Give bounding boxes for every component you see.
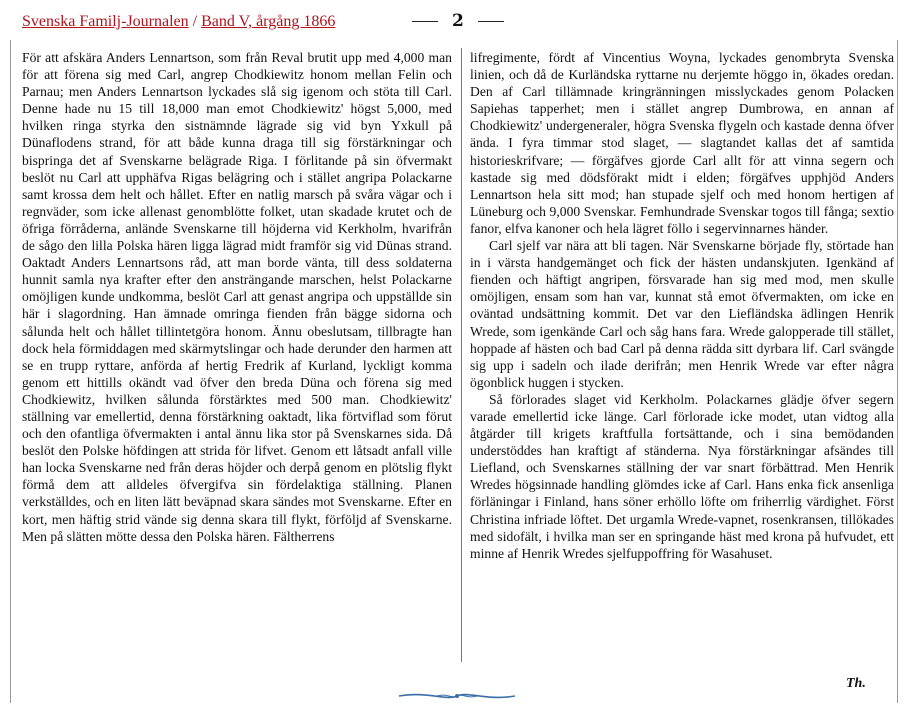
ornament-divider-icon xyxy=(397,689,517,703)
breadcrumb-separator: / xyxy=(192,13,198,30)
dash-left xyxy=(412,21,438,22)
dash-right xyxy=(478,21,504,22)
volume-link[interactable]: Band V, årgång 1866 xyxy=(201,13,336,30)
paragraph: Så förlorades slaget vid Kerkholm. Polackarnes glädje öfver segern varade emellertid icke länge. Carl förlorade icke modet, utan vidtog alla åtgärder till krigets kraftfulla fortsättande, och i sina bemödanden understöddes han kraftigt af ständerna. Nya förstärkningar afsändes till Liefland, och Svenskarnes ställning der var snart förbättrad. Men Henrik Wredes högsinnade handling glömdes icke af Carl. Hans enka fick ansenliga förläningar i Finland, hans söner erhöllo löfte om friherrlig värdighet. Först Christina infriade löftet. Det urgamla Wrede-vapnet, rosenkransen, tillökades med sidofält, i hvilka man ser en springande häst med krona på hufvudet, ett minne af Henrik Wredes sjelfuppoffring för Wasahuset. xyxy=(470,391,894,561)
column-divider xyxy=(461,48,462,662)
journal-link[interactable]: Svenska Familj-Journalen xyxy=(22,13,189,30)
breadcrumb xyxy=(22,13,335,31)
paragraph: Carl sjelf var nära att bli tagen. När Svenskarne började fly, störtade han in i värsta handgemänget och fick der hästen undanskjuten. Igenkänd af fienden och häftigt angripen, försvarade han sig med mod, men skulle omöjligen, ensam som han var, kunnat stå emot öfvermakten, om icke en oväntad undsättning kommit. Det var den Liefländska ädlingen Henrik Wrede, som igenkände Carl och såg hans fara. Wrede galopperade till stället, hoppade af hästen och bad Carl på denna rädda sitt dyrbara lif. Carl svängde sig upp i sadeln och ilade derifrån; men Henrik Wrede var efter några ögonblick huggen i stycken. xyxy=(470,238,894,390)
paragraph: lifregimente, fördt af Vincentius Woyna, lyckades genombryta Svenska linien, och då de Kurländska ryttarne nu derjemte höggo in, ökades oredan. Den af Carl tillämnade kringränningen misslyckades genom Polacken Sapiehas tapperhet; men i stället angrep Dumbrowa, en annan af Chodkiewitz' undergeneraler, högra Svenska flygeln och kastade denna öfver ända. I fyra timmar stod slaget, — slagtandet kallas det af samtida historieskrifvare; — förgäfves gjorde Carl allt för att vinna segern och kastade sig med dödsförakt midt i elden; förgäfves upphjöd Anders Lennartson hela sitt mod; han stupade sjelf och med honom hertigen af Lüneburg och 9,000 Svenskar. Femhundrade Svenskar togos till fånga; sextio fanor, elfva kanoner och hela lägret föllo i segervinnarnes händer. xyxy=(470,50,894,236)
page-header xyxy=(0,0,911,42)
right-column xyxy=(470,49,894,562)
page-number-value: 2 xyxy=(452,11,464,31)
signature: Th. xyxy=(846,676,866,691)
page-number xyxy=(398,11,518,31)
paragraph: För att afskära Anders Lennartson, som från Reval brutit upp med 4,000 man för att förena sig med Carl, angrep Chodkiewitz honom mellan Felin och Parnau; men Anders Lennartson lyckades slå sig igenom och stöta till Carl. Denne hade nu 15 till 18,000 man emot Chodkiewitz' högst 5,000, med hvilken ringa styrka den sistnämnde lägrade sig vid byn Yxkull på Dünaflodens strand, för att både kunna draga till sig förstärkningar och bispringa det af Svenskarne belägrade Riga. I förlitande på sin öfvermakt beslöt nu Carl att upphäfva Rigas belägring och i stället angripa Polackarne samt krossa dem helt och hållet. Efter en natlig marsch på svåra vägar och i regnväder, som icke allenast genomblötte folket, utan skadade krutet och de öfriga förråderna, anlände Svenskarne till höjderna vid Kerkholm, hvarifrån de sågo den lilla Polska hären ligga lägrad midt framför sig vid Dünas strand. Oaktadt Anders Lennartsons råd, att man borde vänta, till dess soldaterna hunnit samla nya krafter efter den ansträngande marschen, helst Polackarne omöjligen kunde undkomma, beslöt Carl att genast angripa och uppställde sin här i slagordning. Han ämnade omringa fienden från bägge sidorna och sålunda helt och hållet tillintetgöra honom. Ännu obeslutsam, tillbragte han dock hela förmiddagen med skärmytslingar och hade derunder den harmen att se en trupp ryttare, anförda af hertig Fredrik af Kurland, lyckligt komma genom ett hittills okändt vad öfver den breda Düna och förena sig med Chodkiewitz, hvilken sålunda förstärktes med 500 man. Chodkiewitz' ställning var emellertid, denna förstärkning oaktadt, lika förtviflad som förut och den ofantliga öfvermakten i antal ännu lika stor på Svenskarnes sida. Då beslöt den Polske höfdingen att strida för lifvet. Genom ett låtsadt anfall ville han locka Svenskarne ned från deras höjder och derpå genom en plötslig flykt förmå dem att alldeles öfvergifva sin fördelaktiga ställning. Planen verkställdes, och en liten lätt beväpnad skara sändes mot Svenskarne. Efter en kort, men häftig strid vände sig denna skara till flykt, förföljd af Svenskarne. Men på slätten mötte dessa den Polska hären. Fältherrens xyxy=(22,50,452,544)
left-column xyxy=(22,49,452,545)
